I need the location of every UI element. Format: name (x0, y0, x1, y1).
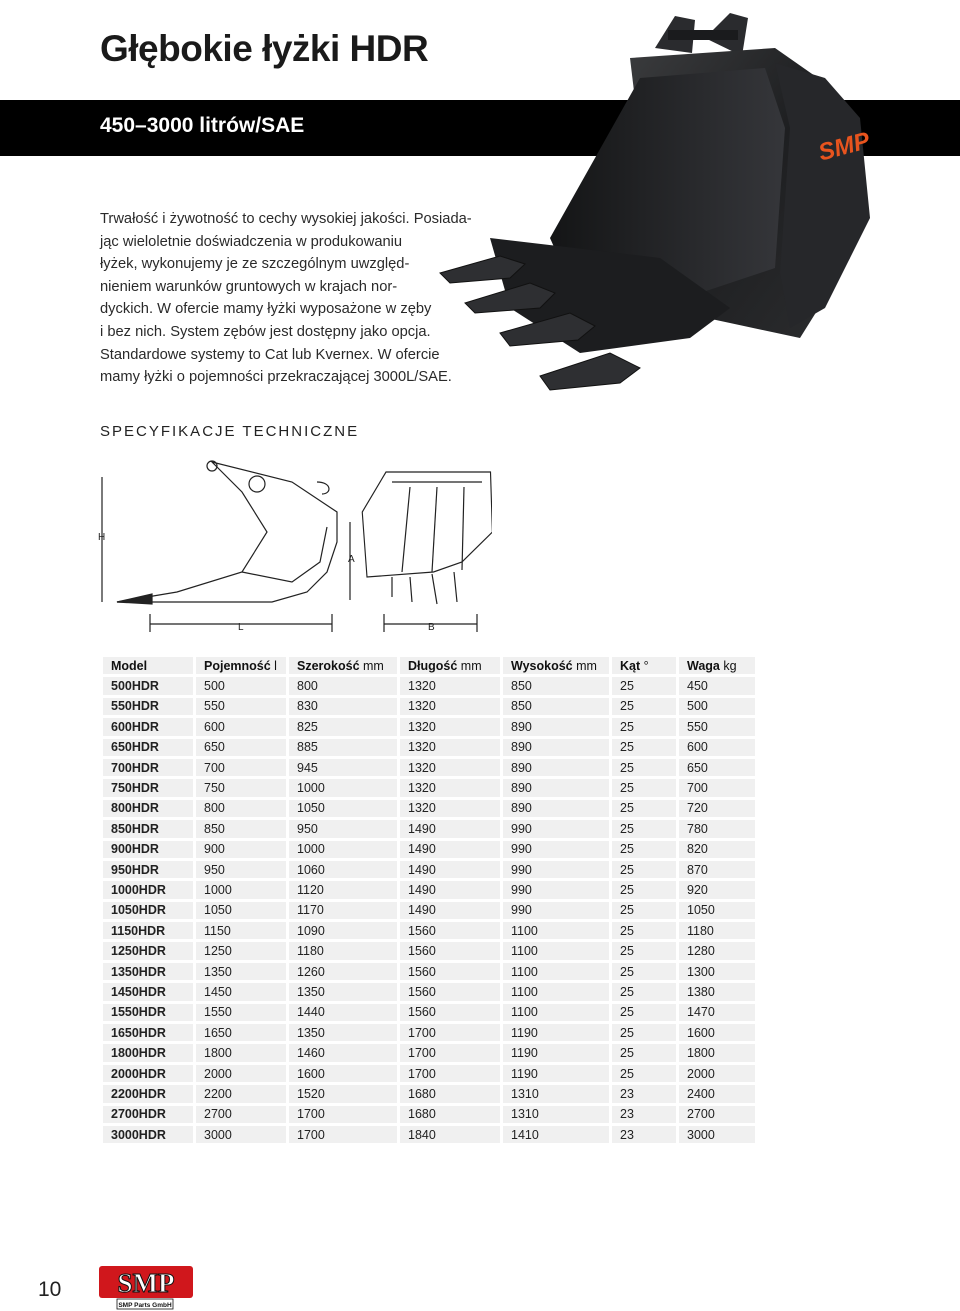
table-cell: 1100 (503, 1004, 609, 1021)
table-cell: 25 (612, 861, 676, 878)
table-cell: 25 (612, 1004, 676, 1021)
table-cell: 890 (503, 779, 609, 796)
table-cell: 25 (612, 698, 676, 715)
table-cell: 870 (679, 861, 755, 878)
table-row (103, 718, 755, 735)
intro-line: jąc wieloletnie doświadczenia w produkowaniu (100, 233, 403, 250)
cell-model: 800HDR (103, 800, 193, 817)
table-cell: 890 (503, 718, 609, 735)
photo-brand-label: SMP (815, 127, 873, 167)
cell-model: 900HDR (103, 841, 193, 858)
table-cell: 1800 (679, 1044, 755, 1061)
table-cell: 1350 (196, 963, 286, 980)
table-cell: 1350 (289, 1024, 397, 1041)
table-cell: 25 (612, 1065, 676, 1082)
table-cell: 1000 (289, 841, 397, 858)
table-row (103, 902, 755, 919)
table-cell: 890 (503, 759, 609, 776)
cell-model: 750HDR (103, 779, 193, 796)
table-cell: 1520 (289, 1085, 397, 1102)
table-cell: 550 (196, 698, 286, 715)
table-cell: 1700 (289, 1106, 397, 1123)
cell-model: 550HDR (103, 698, 193, 715)
table-cell: 1320 (400, 739, 500, 756)
table-row (103, 698, 755, 715)
intro-line: nieniem warunków gruntowych w krajach nor- (100, 278, 398, 295)
table-cell: 950 (196, 861, 286, 878)
table-cell: 800 (196, 800, 286, 817)
table-cell: 650 (679, 759, 755, 776)
table-cell: 500 (679, 698, 755, 715)
table-cell: 1320 (400, 698, 500, 715)
diagram-label-h: H (98, 532, 106, 543)
table-cell: 1000 (196, 881, 286, 898)
table-cell: 920 (679, 881, 755, 898)
table-cell: 990 (503, 861, 609, 878)
cell-model: 3000HDR (103, 1126, 193, 1143)
table-row (103, 841, 755, 858)
table-cell: 23 (612, 1085, 676, 1102)
table-cell: 990 (503, 820, 609, 837)
table-cell: 1680 (400, 1085, 500, 1102)
cell-model: 950HDR (103, 861, 193, 878)
table-cell: 830 (289, 698, 397, 715)
table-cell: 1090 (289, 922, 397, 939)
table-cell: 2200 (196, 1085, 286, 1102)
table-cell: 890 (503, 800, 609, 817)
diagram-label-b: B (428, 622, 435, 633)
table-cell: 950 (289, 820, 397, 837)
intro-line: i bez nich. System zębów jest dostępny jako opcja. (100, 323, 431, 340)
table-cell: 25 (612, 983, 676, 1000)
cell-model: 1450HDR (103, 983, 193, 1000)
table-cell: 25 (612, 800, 676, 817)
table-cell: 1700 (289, 1126, 397, 1143)
table-cell: 25 (612, 902, 676, 919)
table-cell: 990 (503, 881, 609, 898)
table-cell: 1320 (400, 800, 500, 817)
header-length: Długość mm (400, 657, 500, 674)
table-row (103, 922, 755, 939)
table-header-row (103, 657, 755, 674)
table-cell: 1170 (289, 902, 397, 919)
table-row (103, 759, 755, 776)
table-cell: 25 (612, 759, 676, 776)
table-cell: 1050 (679, 902, 755, 919)
table-row (103, 1126, 755, 1143)
table-cell: 23 (612, 1126, 676, 1143)
table-cell: 990 (503, 902, 609, 919)
table-row (103, 1004, 755, 1021)
bucket-diagram (92, 452, 492, 642)
table-cell: 1190 (503, 1024, 609, 1041)
header-model: Model (103, 657, 193, 674)
table-cell: 1550 (196, 1004, 286, 1021)
cell-model: 600HDR (103, 718, 193, 735)
table-cell: 825 (289, 718, 397, 735)
table-cell: 1700 (400, 1044, 500, 1061)
table-cell: 2400 (679, 1085, 755, 1102)
cell-model: 1550HDR (103, 1004, 193, 1021)
table-cell: 1100 (503, 983, 609, 1000)
table-cell: 25 (612, 739, 676, 756)
table-cell: 885 (289, 739, 397, 756)
table-cell: 1440 (289, 1004, 397, 1021)
table-cell: 1320 (400, 759, 500, 776)
table-cell: 25 (612, 841, 676, 858)
cell-model: 1050HDR (103, 902, 193, 919)
table-cell: 1380 (679, 983, 755, 1000)
table-cell: 1100 (503, 942, 609, 959)
table-body (103, 677, 755, 1143)
table-cell: 700 (679, 779, 755, 796)
table-row (103, 983, 755, 1000)
table-cell: 3000 (196, 1126, 286, 1143)
table-row (103, 942, 755, 959)
table-cell: 1100 (503, 922, 609, 939)
cell-model: 1250HDR (103, 942, 193, 959)
diagram-label-l: L (238, 622, 244, 633)
table-cell: 25 (612, 1044, 676, 1061)
header-capacity: Pojemność l (196, 657, 286, 674)
table-cell: 1410 (503, 1126, 609, 1143)
table-cell: 700 (196, 759, 286, 776)
cell-model: 1800HDR (103, 1044, 193, 1061)
table-cell: 25 (612, 881, 676, 898)
table-cell: 500 (196, 677, 286, 694)
table-cell: 2700 (679, 1106, 755, 1123)
table-cell: 25 (612, 779, 676, 796)
table-cell: 1470 (679, 1004, 755, 1021)
table-cell: 1180 (289, 942, 397, 959)
table-cell: 1320 (400, 718, 500, 735)
table-cell: 780 (679, 820, 755, 837)
table-row (103, 779, 755, 796)
table-cell: 1320 (400, 779, 500, 796)
diagram-label-a: A (348, 554, 355, 565)
table-cell: 1560 (400, 963, 500, 980)
table-cell: 1700 (400, 1065, 500, 1082)
table-cell: 1120 (289, 881, 397, 898)
table-cell: 25 (612, 820, 676, 837)
table-cell: 1300 (679, 963, 755, 980)
table-cell: 2000 (196, 1065, 286, 1082)
table-cell: 1490 (400, 841, 500, 858)
table-cell: 25 (612, 1024, 676, 1041)
table-cell: 23 (612, 1106, 676, 1123)
table-row (103, 881, 755, 898)
table-cell: 945 (289, 759, 397, 776)
diagram-side-view (117, 462, 337, 602)
table-cell: 800 (289, 677, 397, 694)
table-cell: 1800 (196, 1044, 286, 1061)
table-cell: 25 (612, 718, 676, 735)
cell-model: 2200HDR (103, 1085, 193, 1102)
table-cell: 450 (679, 677, 755, 694)
header-angle: Kąt ° (612, 657, 676, 674)
table-cell: 990 (503, 841, 609, 858)
table-cell: 1450 (196, 983, 286, 1000)
intro-line: łyżek, wykonujemy je ze szczególnym uwzględ- (100, 256, 410, 273)
table-cell: 1490 (400, 881, 500, 898)
table-cell: 1250 (196, 942, 286, 959)
table-cell: 1000 (289, 779, 397, 796)
table-cell: 1650 (196, 1024, 286, 1041)
table-cell: 850 (503, 698, 609, 715)
table-cell: 1050 (289, 800, 397, 817)
intro-paragraph (100, 208, 470, 389)
table-cell: 820 (679, 841, 755, 858)
logo-text: SMP (117, 1268, 175, 1298)
table-cell: 2000 (679, 1065, 755, 1082)
header-weight: Waga kg (679, 657, 755, 674)
cell-model: 2700HDR (103, 1106, 193, 1123)
table-row (103, 861, 755, 878)
cell-model: 1350HDR (103, 963, 193, 980)
table-cell: 1560 (400, 922, 500, 939)
table-row (103, 1085, 755, 1102)
table-cell: 1180 (679, 922, 755, 939)
page-title: Głębokie łyżki HDR (100, 28, 429, 69)
table-cell: 850 (196, 820, 286, 837)
table-cell: 550 (679, 718, 755, 735)
table-cell: 1190 (503, 1044, 609, 1061)
table-cell: 1490 (400, 861, 500, 878)
table-cell: 750 (196, 779, 286, 796)
table-cell: 1310 (503, 1106, 609, 1123)
table-cell: 600 (679, 739, 755, 756)
table-row (103, 677, 755, 694)
table-row (103, 1024, 755, 1041)
table-cell: 1190 (503, 1065, 609, 1082)
table-cell: 600 (196, 718, 286, 735)
table-cell: 25 (612, 942, 676, 959)
cell-model: 700HDR (103, 759, 193, 776)
page-number: 10 (38, 1278, 62, 1301)
table-cell: 1060 (289, 861, 397, 878)
cell-model: 850HDR (103, 820, 193, 837)
table-cell: 890 (503, 739, 609, 756)
intro-line: Standardowe systemy to Cat lub Kvernex. W ofercie (100, 346, 440, 363)
table-cell: 900 (196, 841, 286, 858)
table-row (103, 820, 755, 837)
logo-caption: SMP Parts GmbH (118, 1302, 172, 1309)
table-cell: 1350 (289, 983, 397, 1000)
table-cell: 1600 (289, 1065, 397, 1082)
cell-model: 1000HDR (103, 881, 193, 898)
table-cell: 1320 (400, 677, 500, 694)
table-cell: 1680 (400, 1106, 500, 1123)
table-cell: 1840 (400, 1126, 500, 1143)
table-cell: 25 (612, 922, 676, 939)
cell-model: 2000HDR (103, 1065, 193, 1082)
table-row (103, 800, 755, 817)
cell-model: 1150HDR (103, 922, 193, 939)
table-cell: 1100 (503, 963, 609, 980)
table-cell: 1310 (503, 1085, 609, 1102)
table-cell: 1260 (289, 963, 397, 980)
page-subtitle: 450–3000 litrów/SAE (100, 114, 305, 137)
table-row (103, 963, 755, 980)
table-cell: 1560 (400, 942, 500, 959)
table-cell: 1490 (400, 902, 500, 919)
specs-heading: SPECYFIKACJE TECHNICZNE (100, 423, 360, 440)
table-cell: 1490 (400, 820, 500, 837)
table-row (103, 1044, 755, 1061)
cell-model: 1650HDR (103, 1024, 193, 1041)
diagram-front-view (362, 472, 492, 577)
cell-model: 500HDR (103, 677, 193, 694)
table-cell: 850 (503, 677, 609, 694)
header-height: Wysokość mm (503, 657, 609, 674)
bucket-photo (430, 8, 955, 403)
table-row (103, 1106, 755, 1123)
table-cell: 1050 (196, 902, 286, 919)
table-cell: 1280 (679, 942, 755, 959)
intro-line: mamy łyżki o pojemności przekraczającej 3000L/SAE. (100, 369, 452, 386)
header-width: Szerokość mm (289, 657, 397, 674)
table-cell: 2700 (196, 1106, 286, 1123)
table-cell: 1600 (679, 1024, 755, 1041)
cell-model: 650HDR (103, 739, 193, 756)
table-row (103, 739, 755, 756)
table-cell: 1700 (400, 1024, 500, 1041)
spec-table (100, 654, 758, 1146)
table-cell: 25 (612, 963, 676, 980)
intro-line: Trwałość i żywotność to cechy wysokiej jakości. Posiada- (100, 211, 472, 227)
table-cell: 1560 (400, 983, 500, 1000)
table-cell: 25 (612, 677, 676, 694)
intro-line: dyckich. W ofercie mamy łyżki wyposażone w zęby (100, 301, 432, 318)
smp-logo (97, 1264, 197, 1310)
table-cell: 1460 (289, 1044, 397, 1061)
table-cell: 3000 (679, 1126, 755, 1143)
table-cell: 650 (196, 739, 286, 756)
table-row (103, 1065, 755, 1082)
table-cell: 720 (679, 800, 755, 817)
table-cell: 1150 (196, 922, 286, 939)
table-cell: 1560 (400, 1004, 500, 1021)
